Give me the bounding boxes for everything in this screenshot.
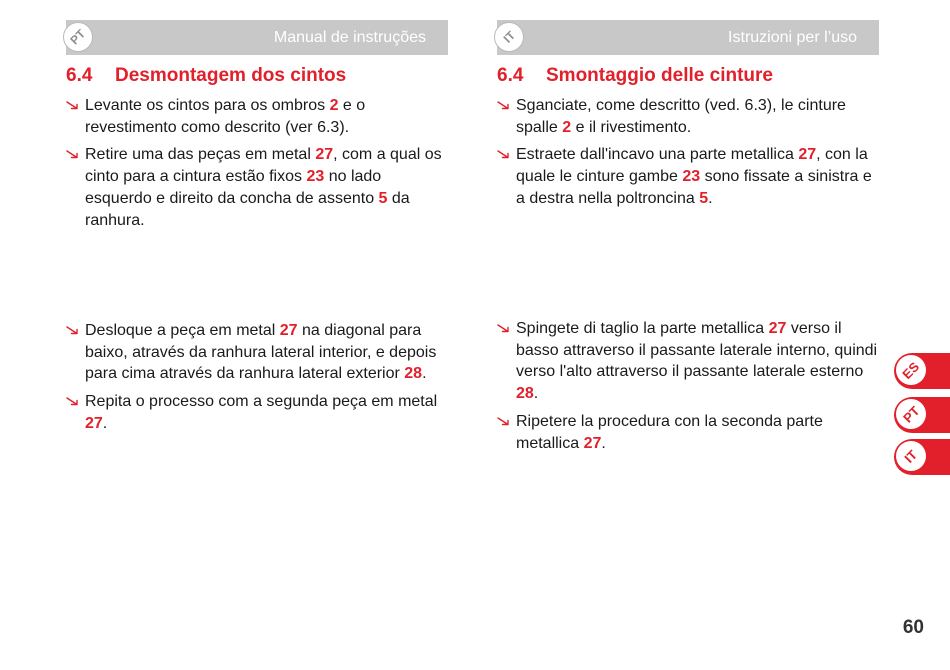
step-text: . xyxy=(601,434,606,452)
part-reference-number: 27 xyxy=(85,414,103,432)
step-text: Repita o processo com a segunda peça em metal xyxy=(85,393,438,411)
part-reference-number: 27 xyxy=(279,322,298,339)
part-reference-number: 27 xyxy=(583,434,602,452)
step-text: Estraete dall'incavo una parte metallica xyxy=(516,146,799,164)
language-tab-it[interactable] xyxy=(894,439,950,475)
header-bar xyxy=(66,20,448,55)
language-badge: PT xyxy=(63,22,93,52)
step-text: Retire uma das peças em metal xyxy=(85,146,316,164)
step-text: verso il basso attraverso il passante laterale interno, quindi verso l'alto attraverso il passante laterale esterno xyxy=(516,320,878,381)
part-reference-number: 2 xyxy=(329,97,339,114)
step-text: . xyxy=(708,189,713,207)
arrow-bullet-icon xyxy=(497,416,512,427)
section-title: Desmontagem dos cintos xyxy=(115,65,347,86)
instruction-step xyxy=(66,320,448,385)
step-list xyxy=(66,95,448,231)
step-text: e il rivestimento. xyxy=(571,118,692,136)
column-portuguese xyxy=(66,20,448,432)
part-reference-number: 23 xyxy=(682,168,701,186)
arrow-bullet-icon xyxy=(66,396,81,407)
step-text: . xyxy=(422,365,427,383)
language-tab-es[interactable] xyxy=(894,353,950,389)
step-text: . xyxy=(533,385,539,403)
part-reference-number: 27 xyxy=(768,320,787,337)
arrow-bullet-icon xyxy=(497,323,512,334)
instruction-step xyxy=(66,95,448,138)
instruction-step xyxy=(497,318,879,405)
step-text: no lado esquerdo e direito da concha de assento xyxy=(85,168,382,207)
manual-title: Istruzioni per l’uso xyxy=(728,29,857,46)
instruction-step xyxy=(497,95,879,138)
step-text: sono fissate a sinistra e a destra nella poltroncina xyxy=(516,168,872,207)
column-italian xyxy=(497,20,879,452)
part-reference-number: 27 xyxy=(315,146,334,164)
language-tab-pt[interactable] xyxy=(894,397,950,433)
part-reference-number: 23 xyxy=(306,168,325,186)
manual-title: Manual de instruções xyxy=(273,29,426,46)
section-heading xyxy=(497,65,879,87)
arrow-bullet-icon xyxy=(497,149,512,160)
language-badge: IT xyxy=(494,22,524,52)
step-list xyxy=(497,318,879,460)
part-reference-number: 27 xyxy=(798,146,817,164)
arrow-bullet-icon xyxy=(66,100,81,111)
step-text: e o revestimento como descrito (ver 6.3). xyxy=(85,97,366,136)
step-text: Sganciate, come descritto (ved. 6.3), le cinture spalle xyxy=(516,97,846,136)
language-tab-label: ES xyxy=(899,358,923,382)
section-number: 6.4 xyxy=(497,65,524,86)
step-text: . xyxy=(102,414,108,432)
step-text: Desloque a peça em metal xyxy=(85,322,280,339)
instruction-step xyxy=(497,411,879,454)
step-text: , com a qual os cinto para a cintura estão fixos xyxy=(85,146,442,186)
instruction-step xyxy=(497,144,879,209)
part-reference-number: 5 xyxy=(378,189,388,207)
section-title: Smontaggio delle cinture xyxy=(546,65,773,86)
part-reference-number: 28 xyxy=(404,365,423,383)
section-heading xyxy=(66,65,448,87)
step-list xyxy=(66,320,448,441)
step-text: Spingete di taglio la parte metallica xyxy=(516,320,769,337)
arrow-bullet-icon xyxy=(497,100,512,111)
step-list xyxy=(497,95,879,210)
page-number: 60 xyxy=(902,617,924,638)
step-text: Ripetere la procedura con la seconda parte metallica xyxy=(516,412,823,452)
language-tab-label: PT xyxy=(899,402,923,426)
step-text: , con la quale le cinture gambe xyxy=(516,146,868,186)
arrow-bullet-icon xyxy=(66,325,81,336)
step-text: na diagonal para baixo, através da ranhura lateral interior, e depois para cima através da ranhura lateral exterior xyxy=(85,322,437,383)
part-reference-number: 5 xyxy=(699,189,709,207)
header-bar xyxy=(497,20,879,55)
language-tab-label: IT xyxy=(901,446,921,466)
step-text: Levante os cintos para os ombros xyxy=(85,97,330,114)
step-text: da ranhura. xyxy=(85,189,410,229)
arrow-bullet-icon xyxy=(66,149,81,160)
instruction-step xyxy=(66,391,448,434)
part-reference-number: 2 xyxy=(562,118,572,136)
section-number: 6.4 xyxy=(66,65,93,86)
part-reference-number: 28 xyxy=(516,385,534,403)
instruction-step xyxy=(66,144,448,231)
